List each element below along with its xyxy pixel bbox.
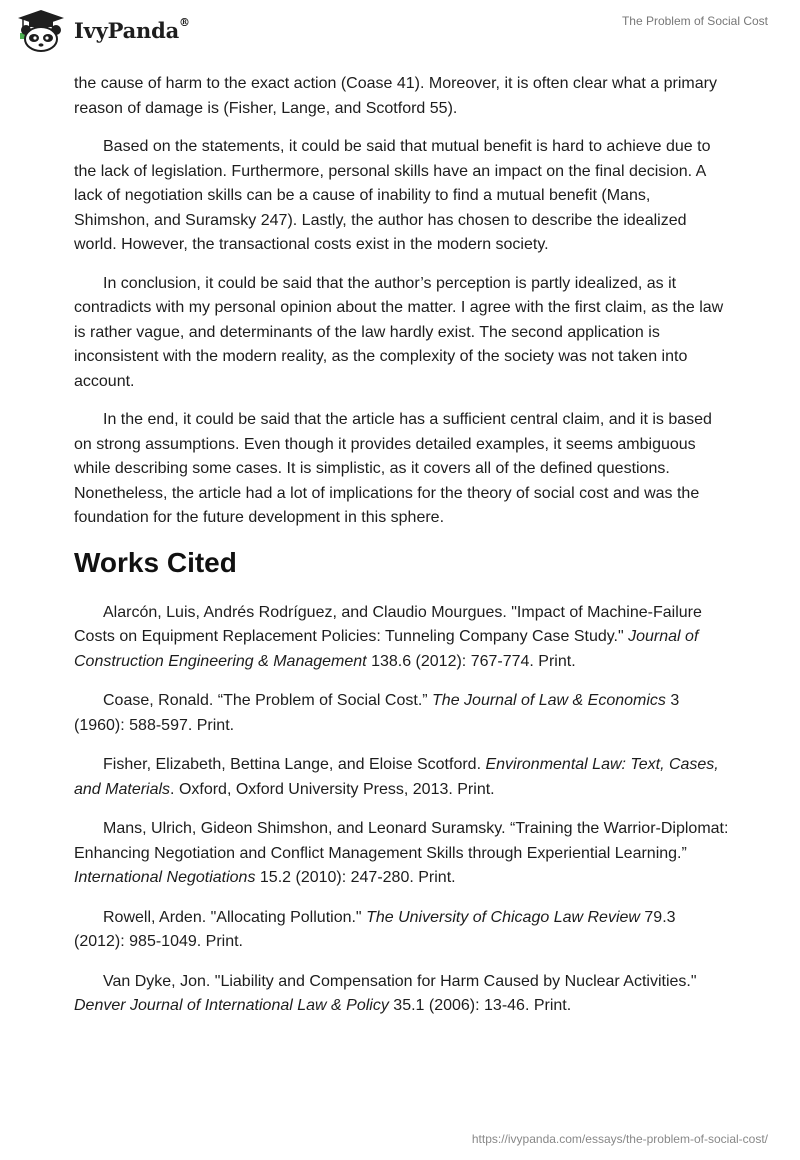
footer-url[interactable]: https://ivypanda.com/essays/the-problem-of-social-cost/: [471, 1132, 768, 1146]
document-body: [74, 72, 730, 1034]
body-paragraph: Based on the statements, it could be said that mutual benefit is hard to achieve due to the lack of legislation. Furthermore, personal skills have an impact on the final decision. A lack of negotiation skills can be a cause of inability to find a mutual benefit (Mans, Shimshon, and Suramsky 247). Lastly, the author has chosen to describe the idealized world. However, the transactional costs exist in the modern society.: [74, 138, 711, 253]
page-header: [0, 0, 800, 72]
document-title: The Problem of Social Cost: [621, 14, 768, 28]
panda-graduate-icon: [14, 8, 68, 52]
reference-entry: Mans, Ulrich, Gideon Shimshon, and Leonard Suramsky. “Training the Warrior-Diplomat: Enhancing Negotiation and Conflict Management Skills through Experiential Learning.” International Negotiations 15.2 (2010): 247-280. Print.: [74, 820, 729, 886]
reference-entry: Alarcón, Luis, Andrés Rodríguez, and Claudio Mourgues. "Impact of Machine-Failure Costs on Equipment Replacement Policies: Tunneling Company Case Study." Journal of Construction Engineering & Management 138.6 (2012): 767-774. Print.: [74, 603, 702, 670]
body-paragraph: In the end, it could be said that the article has a sufficient central claim, and it is based on strong assumptions. Even though it provides detailed examples, it seems ambiguous while describing some cases. It is simplistic, as it covers all of the defined questions. Nonetheless, the article had a lot of implications for the theory of social cost and was the foundation for the future development in this sphere.: [74, 411, 712, 526]
reference-entry: Fisher, Elizabeth, Bettina Lange, and Eloise Scotford. Environmental Law: Text, Cases, and Materials. Oxford, Oxford University Press, 2013. Print.: [74, 756, 719, 798]
body-paragraph: In conclusion, it could be said that the author’s perception is partly idealized, as it contradicts with my personal opinion about the matter. I agree with the first claim, as the law is rather vague, and determinants of the law hardly exist. The second application is inconsistent with the modern reality, as the complexity of the society was not taken into account.: [74, 274, 724, 390]
reference-entry: Coase, Ronald. “The Problem of Social Cost.” The Journal of Law & Economics 3 (1960): 588-597. Print.: [74, 692, 680, 734]
reference-entry: Van Dyke, Jon. "Liability and Compensation for Harm Caused by Nuclear Activities." Denver Journal of International Law & Policy 35.1 (2006): 13-46. Print.: [74, 972, 697, 1014]
reference-entry: Rowell, Arden. "Allocating Pollution." The University of Chicago Law Review 79.3 (2012): 985-1049. Print.: [74, 908, 676, 950]
brand-logo[interactable]: [14, 8, 190, 52]
brand-name: IvyPanda®: [74, 15, 190, 43]
body-paragraph: the cause of harm to the exact action (Coase 41). Moreover, it is often clear what a primary reason of damage is (Fisher, Lange, and Scotford 55).: [74, 75, 717, 117]
works-cited-heading: Works Cited: [74, 546, 237, 578]
